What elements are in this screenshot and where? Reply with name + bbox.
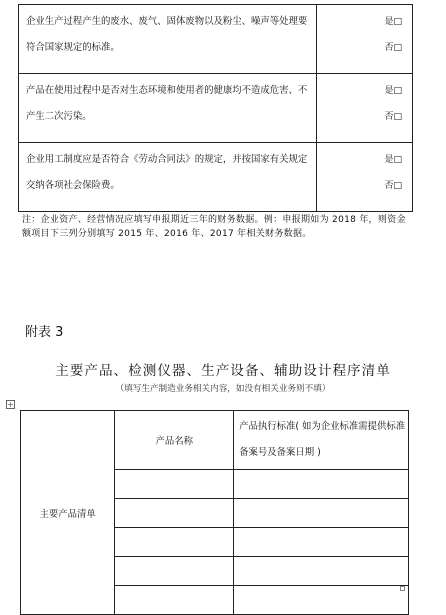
column-header-product-name: 产品名称: [115, 411, 234, 470]
checklist-answer: [316, 5, 412, 74]
standard-cell[interactable]: [234, 499, 409, 528]
row-header-main-products: 主要产品清单: [21, 411, 115, 615]
checklist-answer: [316, 74, 412, 143]
checklist-answer: [316, 143, 412, 212]
product-name-cell[interactable]: [115, 528, 234, 557]
yes-checkbox[interactable]: 是□: [384, 86, 402, 96]
standard-cell[interactable]: [234, 470, 409, 499]
table-subtitle: （填写生产制造业务相关内容，如没有相关业务则不填）: [115, 384, 331, 394]
table-title: 主要产品、检测仪器、生产设备、辅助设计程序清单: [55, 363, 391, 379]
no-checkbox[interactable]: 否□: [384, 43, 402, 53]
product-name-cell[interactable]: [115, 470, 234, 499]
table-row: [19, 74, 413, 143]
checklist-question: 企业生产过程产生的废水、废气、固体废物以及粉尘、噪声等处理要符合国家规定的标准。: [19, 5, 317, 74]
standard-cell[interactable]: [234, 528, 409, 557]
yes-checkbox[interactable]: 是□: [384, 17, 402, 27]
product-name-cell[interactable]: [115, 499, 234, 528]
financial-data-note: 注：企业资产、经营情况应填写申报期近三年的财务数据。例：申报期如为 2018 年，则资金额项目下三列分别填写 2015 年、2016 年、2017 年相关财务数据。: [22, 215, 406, 239]
yes-checkbox[interactable]: 是□: [384, 155, 402, 165]
standard-cell[interactable]: [234, 586, 409, 615]
table-row: [21, 411, 409, 470]
column-header-standard: 产品执行标准( 如为企业标准需提供标准备案号及备案日期 ): [234, 411, 409, 470]
no-checkbox[interactable]: 否□: [384, 112, 402, 122]
checklist-question: 企业用工制度应是否符合《劳动合同法》的规定，并按国家有关规定交纳各项社会保险费。: [19, 143, 317, 212]
table-resize-handle-icon[interactable]: [400, 586, 405, 591]
table-move-handle-icon[interactable]: +: [7, 400, 14, 409]
checklist-question: 产品在使用过程中是否对生态环境和使用者的健康均不造成危害、不产生二次污染。: [19, 74, 317, 143]
table-row: [19, 5, 413, 74]
compliance-checklist-table: [18, 4, 413, 212]
table-row: [19, 143, 413, 212]
no-checkbox[interactable]: 否□: [384, 181, 402, 191]
product-list-table: [20, 410, 409, 615]
product-name-cell[interactable]: [115, 557, 234, 586]
standard-cell[interactable]: [234, 557, 409, 586]
appendix-label: 附表 3: [25, 325, 64, 340]
product-name-cell[interactable]: [115, 586, 234, 615]
